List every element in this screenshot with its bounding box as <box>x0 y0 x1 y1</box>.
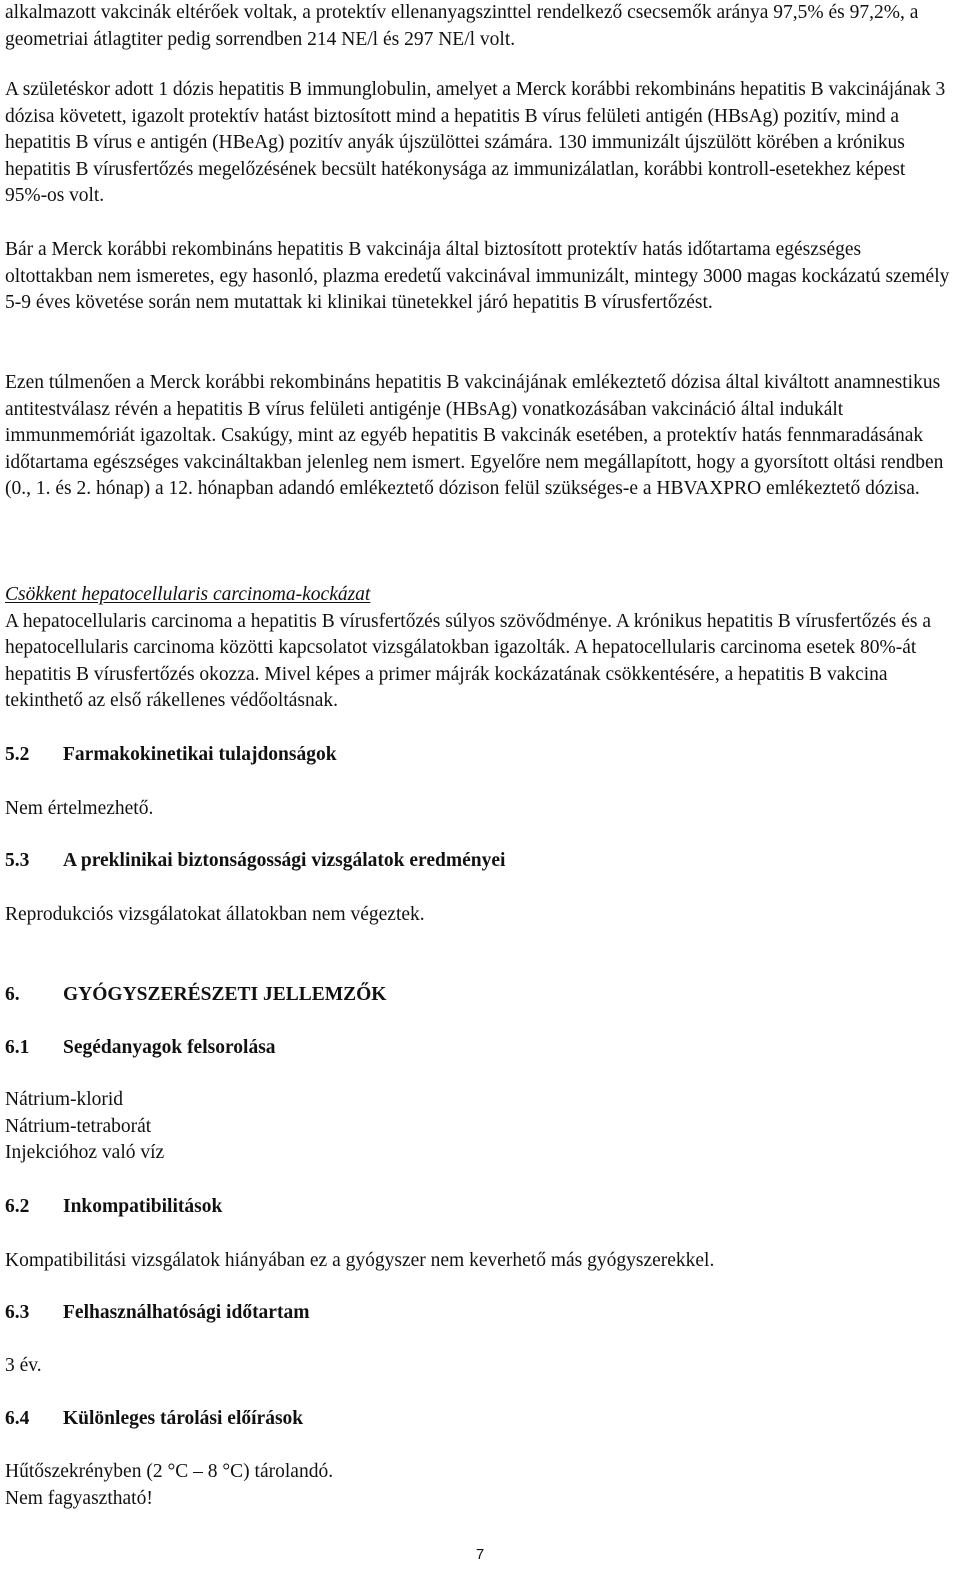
list-item: Injekcióhoz való víz <box>5 1142 165 1164</box>
section-heading <box>5 742 950 769</box>
section-5-3 <box>5 848 950 875</box>
section-number: 6.3 <box>5 1302 30 1323</box>
excipient-list <box>5 1087 950 1167</box>
section-heading <box>5 1406 950 1433</box>
section-heading <box>5 848 950 875</box>
paragraph-text: alkalmazott vakcinák eltérőek voltak, a protektív ellenanyagszinttel rendelkező csecsemők aránya 97,5% és 97,2%, a geometriai átlagtiter pedig sorrendben 214 NE/l és 297 NE/l volt. <box>5 2 919 50</box>
paragraph-vaccine-results <box>5 0 950 53</box>
section-5-2 <box>5 742 950 769</box>
section-heading <box>5 1194 950 1221</box>
section-6 <box>5 982 950 1009</box>
paragraph-birth-immunization <box>5 77 950 210</box>
section-title: Felhasználhatósági időtartam <box>63 1302 310 1323</box>
section-5-3-body <box>5 902 950 929</box>
subsection-title: Csökkent hepatocellularis carcinoma-kockázat <box>5 584 371 605</box>
section-title: Inkompatibilitások <box>63 1196 223 1217</box>
storage-line: Hűtőszekrényben (2 °C – 8 °C) tárolandó. <box>5 1461 334 1482</box>
section-6-3 <box>5 1300 950 1327</box>
paragraph-text: Ezen túlmenően a Merck korábbi rekombináns hepatitis B vakcinájának emlékeztető dózisa által kiváltott anamnestikus antitestválasz révén a hepatitis B vírus felületi antigénje (HBsAg) vonatkozásában vakcináció által indukált immunmemóriát igazoltak. Csakúgy, mint az egyéb hepatitis B vakcinák esetében, a protektív hatás fennmaradásának időtartama egészséges vakcináltakban jelenleg nem ismert. Egyelőre nem megállapított, hogy a gyorsított oltási rendben (0., 1. és 2. hónap) a 12. hónapban adandó emlékeztető dózison felül szükséges-e a HBVAXPRO emlékeztető dózisa. <box>5 372 944 500</box>
section-6-4 <box>5 1406 950 1433</box>
page-number: 7 <box>475 1546 485 1563</box>
paragraph-immune-memory <box>5 370 950 503</box>
list-item: Nátrium-tetraborát <box>5 1115 152 1137</box>
section-text: 3 év. <box>5 1355 42 1376</box>
section-number: 5.3 <box>5 850 30 871</box>
chapter-title: GYÓGYSZERÉSZETI JELLEMZŐK <box>63 984 387 1005</box>
section-hcc-risk <box>5 582 950 715</box>
storage-line: Nem fagyasztható! <box>5 1487 153 1509</box>
list-item: Nátrium-klorid <box>5 1089 124 1110</box>
section-6-1 <box>5 1035 950 1062</box>
section-title: A preklinikai biztonságossági vizsgálatok eredményei <box>63 850 506 871</box>
section-text: Kompatibilitási vizsgálatok hiányában ez a gyógyszer nem keverhető más gyógyszerekkel. <box>5 1250 715 1271</box>
section-heading <box>5 1035 950 1062</box>
section-6-3-body <box>5 1353 950 1380</box>
chapter-heading <box>5 982 950 1009</box>
section-text: Nem értelmezhető. <box>5 798 154 819</box>
section-title: Segédanyagok felsorolása <box>63 1037 276 1058</box>
section-number: 5.2 <box>5 744 30 765</box>
section-text: Reprodukciós vizsgálatokat állatokban nem végeztek. <box>5 904 425 925</box>
paragraph-text: A hepatocellularis carcinoma a hepatitis B vírusfertőzés súlyos szövődménye. A krónikus hepatitis B vírusfertőzés és a hepatocellularis carcinoma közötti kapcsolatot vizsgálatokban igazolták. A hepatocellularis carcinoma esetek 80%-át hepatitis B vírusfertőzés okozza. Mivel képes a primer májrák kockázatának csökkentésére, a hepatitis B vakcina tekinthető az első rákellenes védőoltásnak. <box>5 610 932 712</box>
section-number: 6.1 <box>5 1037 30 1058</box>
section-title: Különleges tárolási előírások <box>63 1408 304 1429</box>
section-title: Farmakokinetikai tulajdonságok <box>63 744 337 765</box>
section-number: 6.2 <box>5 1196 30 1217</box>
section-heading <box>5 1300 950 1327</box>
paragraph-text: Bár a Merck korábbi rekombináns hepatitis B vakcinája által biztosított protektív hatás időtartama egészséges oltottakban nem ismeretes, egy hasonló, plazma eredetű vakcinával immunizált, mintegy 3000 magas kockázatú személy 5-9 éves követése során nem mutattak ki klinikai tünetekkel járó hepatitis B vírusfertőzést. <box>5 239 950 314</box>
paragraph-text: A születéskor adott 1 dózis hepatitis B immunglobulin, amelyet a Merck korábbi rekombináns hepatitis B vakcinájának 3 dózisa követett, igazolt protektív hatást biztosított mind a hepatitis B vírus felületi antigén (HBsAg) pozitív, mind a hepatitis B vírus e antigén (HBeAg) pozitív anyák újszülöttei számára. 130 immunizált újszülött körében a krónikus hepatitis B vírusfertőzés megelőzésének becsült hatékonysága az immunizálatlan, korábbi kontroll-esetekhez képest 95%-os volt. <box>5 79 946 207</box>
paragraph-protection-duration <box>5 237 950 317</box>
section-5-2-body <box>5 796 950 823</box>
chapter-number: 6. <box>5 984 20 1005</box>
section-6-4-body <box>5 1459 950 1512</box>
section-number: 6.4 <box>5 1408 30 1429</box>
section-6-2-body <box>5 1248 950 1275</box>
section-6-2 <box>5 1194 950 1221</box>
